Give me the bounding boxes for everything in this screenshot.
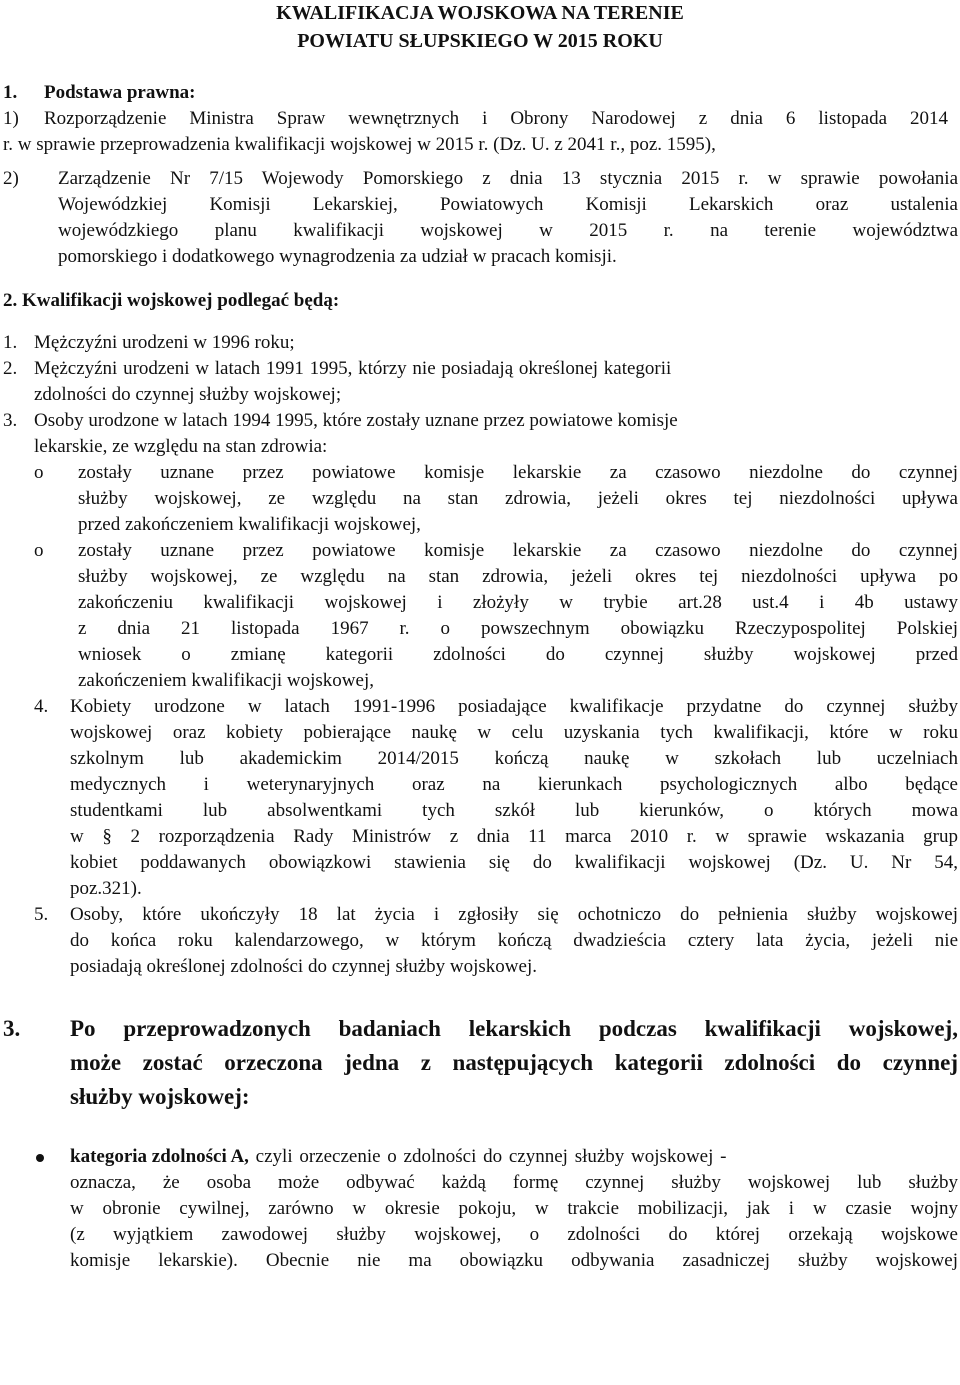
sub-item-1-line: przed zakończeniem kwalifikacji wojskowej, [78,514,421,535]
section1-heading: Podstawa prawna: [44,82,196,103]
group-4-line: poz.321). [70,878,142,899]
group-5-line: Osoby, które ukończyły 18 lat życia i zgłosiły się ochotniczo do pełnienia służby wojskowej [70,904,958,925]
section3-heading-line: może zostać orzeczona jedna z następujących kategorii zdolności do czynnej [70,1050,958,1075]
sub-item-1-line: służby wojskowej, ze względu na stan zdrowia, jeżeli okres tej niezdolności upływa [78,488,958,509]
group-3-line: Osoby urodzone w latach 1994 1995, które zostały uznane przez powiatowe komisje [34,410,678,431]
sub-item-2-line: służby wojskowej, ze względu na stan zdrowia, jeżeli okres tej niezdolności upływa po [78,566,958,587]
group-3-number: 3. [3,410,18,431]
section1-number: 1. [3,82,18,103]
category-a-text: czyli orzeczenie o zdolności do czynnej służby wojskowej - [248,1146,727,1167]
group-1-text: Mężczyźni urodzeni w 1996 roku; [34,332,295,353]
sub-item-2-line: zostały uznane przez powiatowe komisje lekarskie za czasowo niezdolne do czynnej [78,540,958,561]
group-4-line: w § 2 rozporządzenia Rady Ministrów z dnia 11 marca 2010 r. w sprawie wskazania grup [70,826,958,847]
group-4-line: medycznych i weterynaryjnych oraz na kierunkach psychologicznych albo będące [70,774,958,795]
legal-basis-1-line: r. w sprawie przeprowadzenia kwalifikacji wojskowej w 2015 r. (Dz. U. z 2041 r., poz. 1595), [3,134,716,155]
group-1-number: 1. [3,332,18,353]
group-4-line: szkolnym lub akademickim 2014/2015 kończą naukę w szkołach lub uczelniach [70,748,958,769]
group-4-line: kobiet poddawanych obowiązkowi stawienia się do kwalifikacji wojskowej (Dz. U. Nr 54, [70,852,958,873]
category-a-line: komisje lekarskie). Obecnie nie ma obowiązku odbywania zasadniczej służby wojskowej [70,1250,958,1271]
legal-basis-1-number: 1) [3,108,19,129]
document-title-line1: KWALIFIKACJA WOJSKOWA NA TERENIE [276,2,684,24]
category-a-line: oznacza, że osoba może odbywać każdą formę czynnej służby wojskowej lub służby [70,1172,958,1193]
sub-item-2-line: wniosek o zmianę kategorii zdolności do czynnej służby wojskowej przed [78,644,958,665]
sub-item-marker: o [34,540,44,561]
sub-item-1-line: zostały uznane przez powiatowe komisje lekarskie za czasowo niezdolne do czynnej [78,462,958,483]
group-5-line: do końca roku kalendarzowego, w którym kończą dwadzieścia cztery lata życia, jeżeli nie [70,930,958,951]
sub-item-2-line: zakończeniu kwalifikacji wojskowej i złożyły w trybie art.28 ust.4 i 4b ustawy [78,592,958,613]
group-4-line: wojskowej oraz kobiety pobierające naukę w celu uzyskania tych kwalifikacji, które w roku [70,722,958,743]
legal-basis-2-line: Wojewódzkiej Komisji Lekarskiej, Powiatowych Komisji Lekarskich oraz ustalenia [58,194,958,215]
group-3-line: lekarskie, ze względu na stan zdrowia: [34,436,328,457]
category-a-line: (z wyjątkiem zawodowej służby wojskowej, o zdolności do której orzekają wojskowe [70,1224,958,1245]
legal-basis-2-line: wojewódzkiego planu kwalifikacji wojskowej w 2015 r. na terenie województwa [58,220,958,241]
sub-item-marker: o [34,462,44,483]
bullet-icon [36,1154,44,1162]
section3-heading-line: służby wojskowej: [70,1084,250,1109]
section3-number: 3. [3,1016,21,1041]
section2-heading: 2. Kwalifikacji wojskowej podlegać będą: [3,290,340,311]
legal-basis-2-line: pomorskiego i dodatkowego wynagrodzenia za udział w pracach komisji. [58,246,617,267]
group-5-line: posiadają określonej zdolności do czynnej służby wojskowej. [70,956,537,977]
document-title-line2: POWIATU SŁUPSKIEGO W 2015 ROKU [297,30,663,52]
section3-heading-line: Po przeprowadzonych badaniach lekarskich podczas kwalifikacji wojskowej, [70,1016,958,1041]
group-4-number: 4. [34,696,49,717]
category-a-label: kategoria zdolności A, [70,1146,249,1167]
category-a-line [70,1144,958,1170]
legal-basis-2-number: 2) [3,168,19,189]
group-5-number: 5. [34,904,49,925]
group-2-line: zdolności do czynnej służby wojskowej; [34,384,342,405]
legal-basis-1-line: Rozporządzenie Ministra Spraw wewnętrznych i Obrony Narodowej z dnia 6 listopada 2014 [44,108,948,129]
group-2-line: Mężczyźni urodzeni w latach 1991 1995, którzy nie posiadają określonej kategorii [34,358,672,379]
legal-basis-2-line: Zarządzenie Nr 7/15 Wojewody Pomorskiego z dnia 13 stycznia 2015 r. w sprawie powołania [58,168,958,189]
group-2-number: 2. [3,358,18,379]
group-4-line: studentkami lub absolwentkami tych szkół lub kierunków, o których mowa [70,800,958,821]
sub-item-2-line: z dnia 21 listopada 1967 r. o powszechnym obowiązku Rzeczypospolitej Polskiej [78,618,958,639]
group-4-line: Kobiety urodzone w latach 1991-1996 posiadające kwalifikacje przydatne do czynnej służby [70,696,958,717]
sub-item-2-line: zakończeniem kwalifikacji wojskowej, [78,670,374,691]
category-a-line: w obronie cywilnej, zarówno w okresie pokoju, w trakcie mobilizacji, jak i w czasie wojny [70,1198,958,1219]
